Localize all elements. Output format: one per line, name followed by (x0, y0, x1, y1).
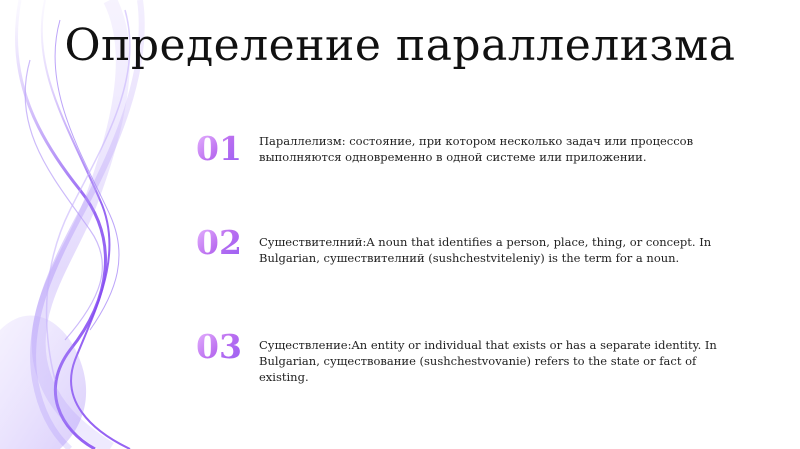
item-text-3: Существление:An entity or individual that exists or has a separate identity. In Bulgarian, существование (sushchestvovanie) refers to the state or fact of existing. (259, 338, 717, 384)
slide-title: Определение параллелизма (64, 20, 736, 71)
item-number-2: 02 (196, 226, 252, 259)
item-text-1: Параллелизм: состояние, при котором несколько задач или процессов выполняются одновременно в одной системе или приложении. (259, 134, 694, 164)
item-number-1: 01 (196, 132, 252, 165)
item-text-2: Сушествителний:A noun that identifies a person, place, thing, or concept. In Bulgarian, сушествителний (sushchestviteleniy) is the term for a noun. (259, 235, 712, 265)
item-number-3: 03 (196, 330, 252, 363)
